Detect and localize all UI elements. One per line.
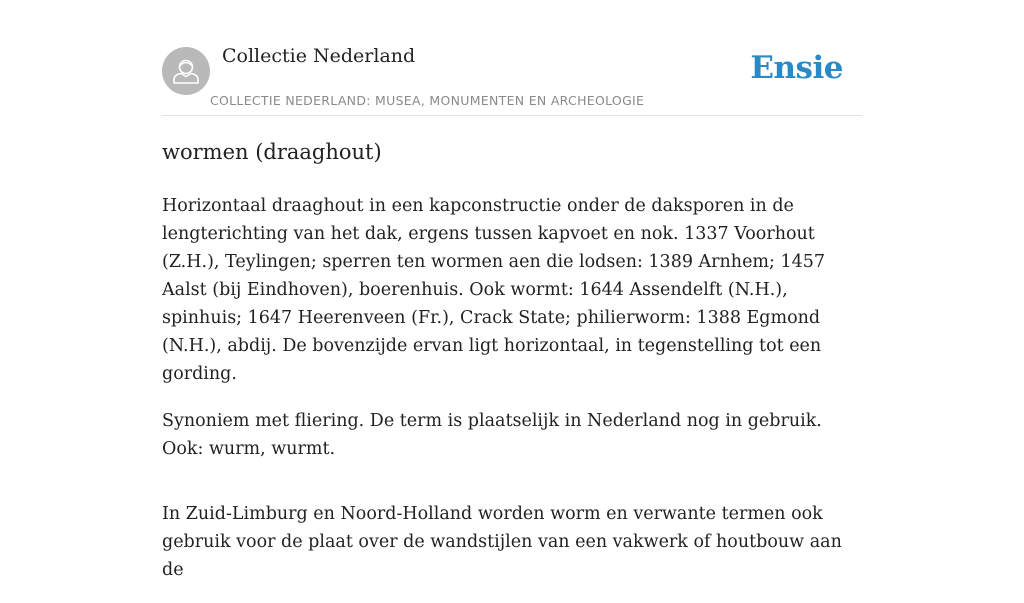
- source-name[interactable]: Collectie Nederland: [222, 45, 416, 67]
- source-description[interactable]: COLLECTIE NEDERLAND: MUSEA, MONUMENTEN EN ARCHEOLOGIE: [210, 93, 645, 108]
- article-paragraph: In Zuid-Limburg en Noord-Holland worden worm en verwante termen ook gebruik voor de plaat over de wandstijlen van een vakwerk of houtbouw aan de: [162, 504, 842, 580]
- avatar[interactable]: [162, 47, 210, 95]
- person-outline-icon: [162, 47, 210, 95]
- source-header: [162, 0, 862, 116]
- article-paragraph: Synoniem met fliering. De term is plaatselijk in Nederland nog in gebruik. Ook: wurm, wurmt.: [162, 411, 822, 459]
- article-body: [162, 192, 862, 603]
- article-paragraph: Horizontaal draaghout in een kapconstructie onder de daksporen in de lengterichting van het dak, ergens tussen kapvoet en nok. 1337 Voorhout (Z.H.), Teylingen; sperren ten wormen aen die lodsen: 1389 Arnhem; 1457 Aalst (bij Eindhoven), boerenhuis. Ook wormt: 1644 Assendelft (N.H.), spinhuis; 1647 Heerenveen (Fr.), Crack State; philierworm: 1388 Egmond (N.H.), abdij. De bovenzijde ervan ligt horizontaal, in tegenstelling tot een gording.: [162, 196, 826, 384]
- ensie-logo[interactable]: Ensie: [750, 50, 843, 86]
- article-title: wormen (draaghout): [162, 140, 382, 164]
- article-container: [162, 0, 862, 580]
